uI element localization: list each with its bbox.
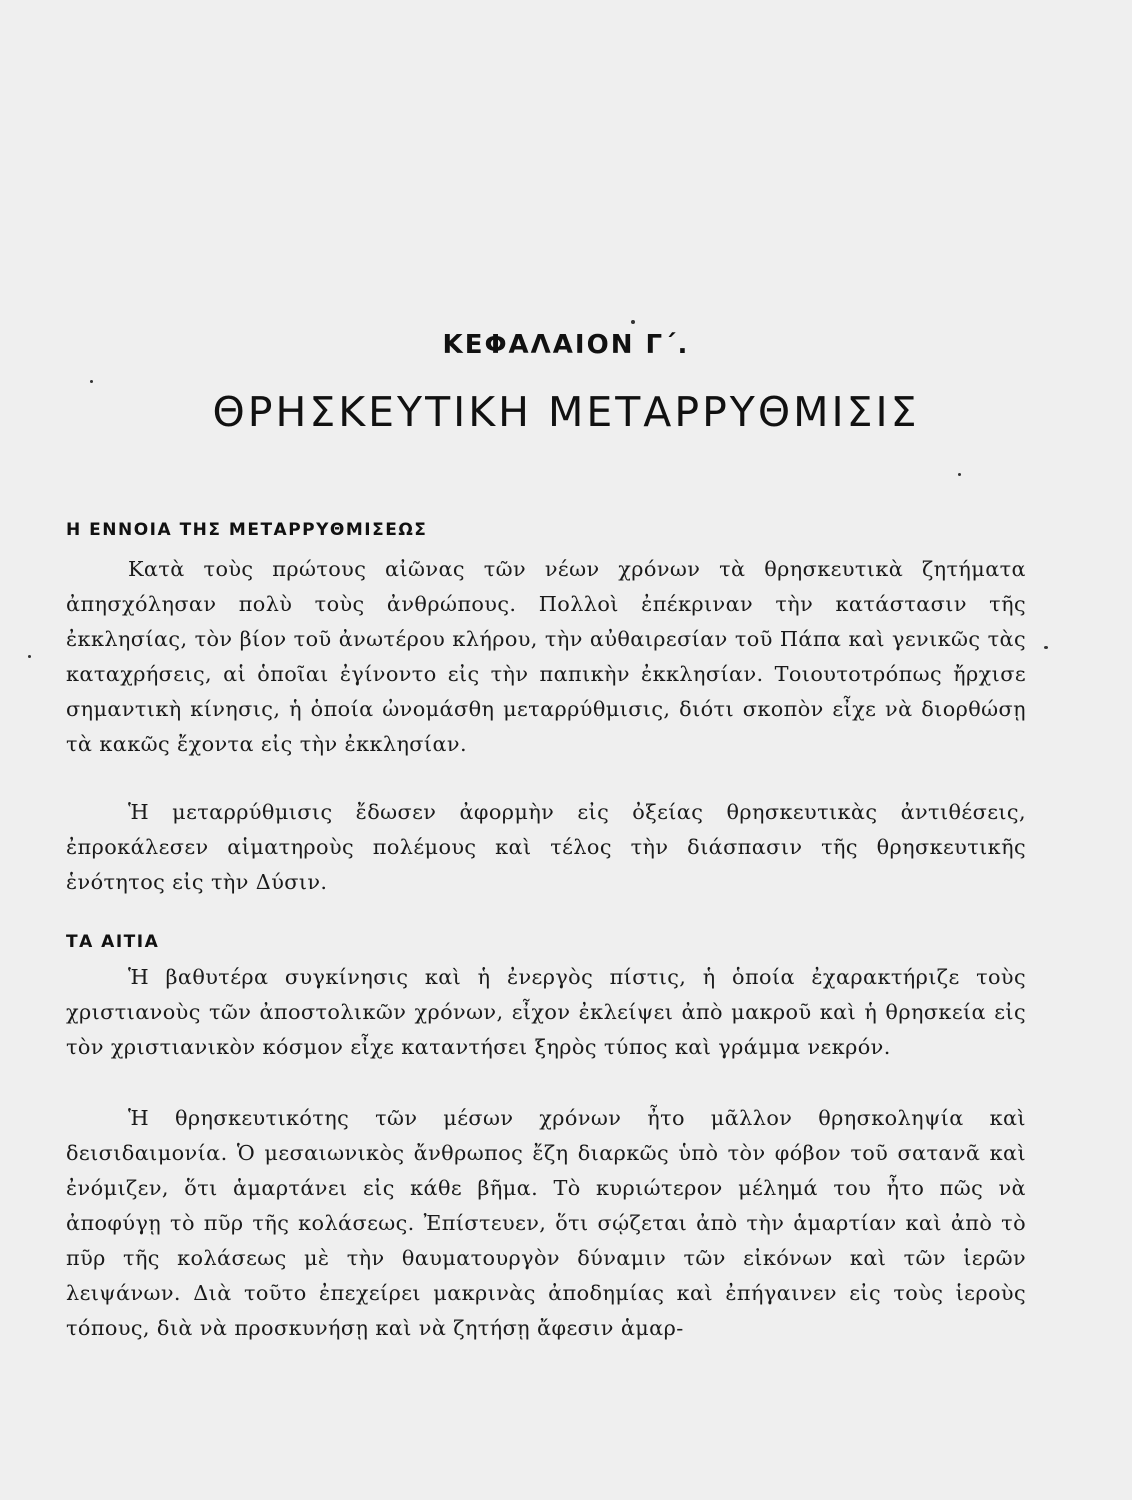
paragraph: Κατὰ τοὺς πρώτους αἰῶνας τῶν νέων χρόνων τὰ θρησκευτικὰ ζητήματα ἀπησχόλησαν πολὺ τοὺς ἀνθρώπους. Πολλοὶ ἐπέκριναν τὴν κατάστασιν τῆς ἐκκλησίας, τὸν βίον τοῦ ἀνωτέρου κλήρου, τὴν αὐθαιρεσίαν τοῦ Πάπα καὶ γενικῶς τὰς καταχρήσεις, αἱ ὁποῖαι ἐγίνοντο εἰς τὴν παπικὴν ἐκκλησίαν. Τοιουτοτρόπως ἤρχισε σημαντικὴ κίνησις, ἡ ὁποία ὠνομάσθη μεταρρύθμισις, διότι σκοπὸν εἶχε νὰ διορθώσῃ τὰ κακῶς ἔχοντα εἰς τὴν ἐκκλησίαν. [66,557,1026,756]
print-speck [631,320,635,324]
section-heading-causes: ΤΑ ΑΙΤΙΑ [66,932,160,952]
print-speck [1044,646,1048,649]
chapter-title: ΘΡΗΣΚΕΥΤΙΚΗ ΜΕΤΑΡΡΥΘΜΙΣΙΣ [212,388,920,436]
print-speck [958,473,961,476]
section-heading-meaning: Η ΕΝΝΟΙΑ ΤΗΣ ΜΕΤΑΡΡΥΘΜΙΣΕΩΣ [66,520,428,540]
print-speck [28,655,31,658]
paragraph: Ἡ βαθυτέρα συγκίνησις καὶ ἡ ἐνεργὸς πίστις, ἡ ὁποία ἐχαρακτήριζε τοὺς χριστιανοὺς τῶν ἀποστολικῶν χρόνων, εἶχον ἐκλείψει ἀπὸ μακροῦ καὶ ἡ θρησκεία εἰς τὸν χριστιανικὸν κόσμον εἶχε καταντήσει ξηρὸς τύπος καὶ γράμμα νεκρόν. [66,965,1026,1059]
paragraph: Ἡ θρησκευτικότης τῶν μέσων χρόνων ἦτο μᾶλλον θρησκοληψία καὶ δεισιδαιμονία. Ὁ μεσαιωνικὸς ἄνθρωπος ἔζη διαρκῶς ὑπὸ τὸν φόβον τοῦ σατανᾶ καὶ ἐνόμιζεν, ὅτι ἁμαρτάνει εἰς κάθε βῆμα. Τὸ κυριώτερον μέλημά του ἦτο πῶς νὰ ἀποφύγῃ τὸ πῦρ τῆς κολάσεως. Ἐπίστευεν, ὅτι σῴζεται ἀπὸ τὴν ἁμαρτίαν καὶ ἀπὸ τὸ πῦρ τῆς κολάσεως μὲ τὴν θαυματουργὸν δύναμιν τῶν εἰκόνων καὶ τῶν ἱερῶν λειψάνων. Διὰ τοῦτο ἐπεχείρει μακρινὰς ἀποδημίας καὶ ἐπήγαινεν εἰς τοὺς ἱεροὺς τόπους, διὰ νὰ προσκυνήσῃ καὶ νὰ ζητήσῃ ἄφεσιν ἁμαρ- [66,1106,1026,1340]
print-speck [90,380,93,383]
chapter-label: ΚΕΦΑΛΑΙΟΝ Γ΄. [442,330,690,360]
paragraph: Ἡ μεταρρύθμισις ἔδωσεν ἀφορμὴν εἰς ὀξείας θρησκευτικὰς ἀντιθέσεις, ἐπροκάλεσεν αἱματηροὺς πολέμους καὶ τέλος τὴν διάσπασιν τῆς θρησκευτικῆς ἑνότητος εἰς τὴν Δύσιν. [66,800,1026,894]
